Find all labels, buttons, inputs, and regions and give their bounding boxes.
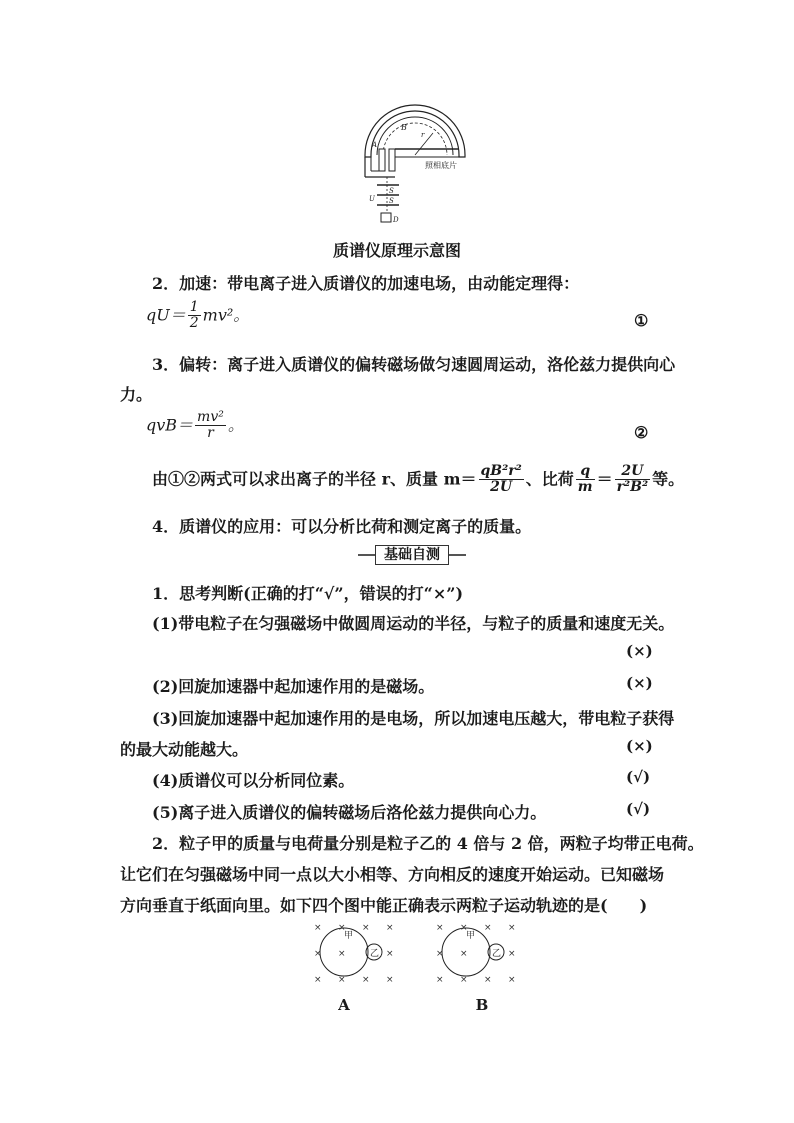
svg-text:×: × (508, 923, 516, 933)
svg-text:×: × (436, 923, 444, 933)
q2-line3: 方向垂直于纸面向里。如下四个图中能正确表示两粒子运动轨迹的是( ) (120, 896, 648, 915)
para-application: 4．质谱仪的应用：可以分析比荷和测定离子的质量。 (152, 517, 532, 536)
mass-spectrometer-diagram (355, 97, 475, 229)
svg-text:×: × (338, 949, 346, 959)
svg-text:×: × (386, 923, 394, 933)
option-b-small-label: 乙 (492, 949, 502, 959)
q2-line2: 让它们在匀强磁场中同一点以大小相等、方向相反的速度开始运动。已知磁场 (120, 865, 665, 884)
svg-text:×: × (508, 949, 516, 959)
svg-text:×: × (436, 975, 444, 985)
q1-item-3: (3)回旋加速器中起加速作用的是电场，所以加速电压越大，带电粒子获得 (152, 709, 675, 728)
figure-caption: 质谱仪原理示意图 (332, 241, 461, 260)
label-A: A (372, 141, 378, 149)
q1-item-2: (2)回旋加速器中起加速作用的是磁场。 (152, 677, 435, 696)
svg-text:×: × (314, 923, 322, 933)
formula-energy: qU＝ $\frac{1}{2}$ mv²。 (146, 299, 250, 332)
svg-text:×: × (460, 923, 468, 933)
para-deflection-line1: 3．偏转：离子进入质谱仪的偏转磁场做匀速圆周运动，洛伦兹力提供向心 (152, 355, 676, 374)
svg-text:×: × (338, 923, 346, 933)
svg-text:×: × (386, 949, 394, 959)
q1-answer-1: (×) (626, 642, 653, 660)
q1-item-1: (1)带电粒子在匀强磁场中做圆周运动的半径，与粒子的质量和速度无关。 (152, 614, 675, 633)
q1-answer-3: (×) (626, 737, 653, 755)
svg-text:×: × (338, 975, 346, 985)
svg-text:×: × (314, 949, 322, 959)
svg-text:×: × (460, 949, 468, 959)
section-title-badge (358, 544, 466, 566)
q1-item-4: (4)质谱仪可以分析同位素。 (152, 771, 355, 790)
equation-marker-2: ② (634, 423, 649, 442)
q1-answer-2: (×) (626, 674, 653, 692)
option-b-big-label: 甲 (466, 931, 476, 941)
q1-answer-5: (√) (626, 800, 651, 818)
formula-lorentz: qvB＝ $\frac{\text{mv²}}{r}$ 。 (146, 409, 244, 442)
label-r: r (421, 131, 425, 139)
q2-line1: 2．粒子甲的质量与电荷量分别是粒子乙的 4 倍与 2 倍，两粒子均带正电荷。 (152, 834, 704, 853)
para-derivation: 由①②两式可以求出离子的半径 r、质量 m＝ $\frac{\text{qB²r²}}{2U}$ 、比荷 $\frac{q}{m}$ ＝ $\frac{2U}{\text{r²B²}}$ 等。 (152, 463, 685, 496)
option-b-label: B (475, 996, 489, 1014)
svg-text:×: × (484, 923, 492, 933)
label-film: 照相底片 (425, 161, 457, 170)
q1-answer-4: (√) (626, 768, 651, 786)
option-b-diagram (432, 918, 528, 990)
para-acceleration: 2．加速：带电离子进入质谱仪的加速电场，由动能定理得： (152, 274, 580, 293)
svg-text:×: × (436, 949, 444, 959)
option-a-small-label: 乙 (370, 949, 380, 959)
svg-text:×: × (508, 975, 516, 985)
option-a-big-label: 甲 (344, 931, 354, 941)
svg-text:×: × (484, 975, 492, 985)
svg-text:×: × (386, 975, 394, 985)
label-S1: S (389, 187, 394, 195)
label-D: D (393, 216, 399, 224)
q1-title: 1．思考判断(正确的打“√”，错误的打“×”) (152, 584, 464, 603)
label-S2: S (389, 197, 394, 205)
label-B: B (401, 123, 407, 132)
option-a-label: A (338, 996, 350, 1014)
option-a-diagram (310, 918, 406, 990)
para-deflection-line2: 力。 (120, 385, 153, 404)
svg-text:×: × (314, 975, 322, 985)
svg-text:×: × (460, 975, 468, 985)
svg-text:×: × (362, 975, 370, 985)
equation-marker-1: ① (634, 311, 649, 330)
label-U: U (369, 195, 375, 203)
q1-item-5: (5)离子进入质谱仪的偏转磁场后洛伦兹力提供向心力。 (152, 803, 547, 822)
section-title: 基础自测 (375, 545, 449, 565)
q1-item-3-cont: 的最大动能越大。 (120, 740, 249, 759)
svg-text:×: × (362, 923, 370, 933)
